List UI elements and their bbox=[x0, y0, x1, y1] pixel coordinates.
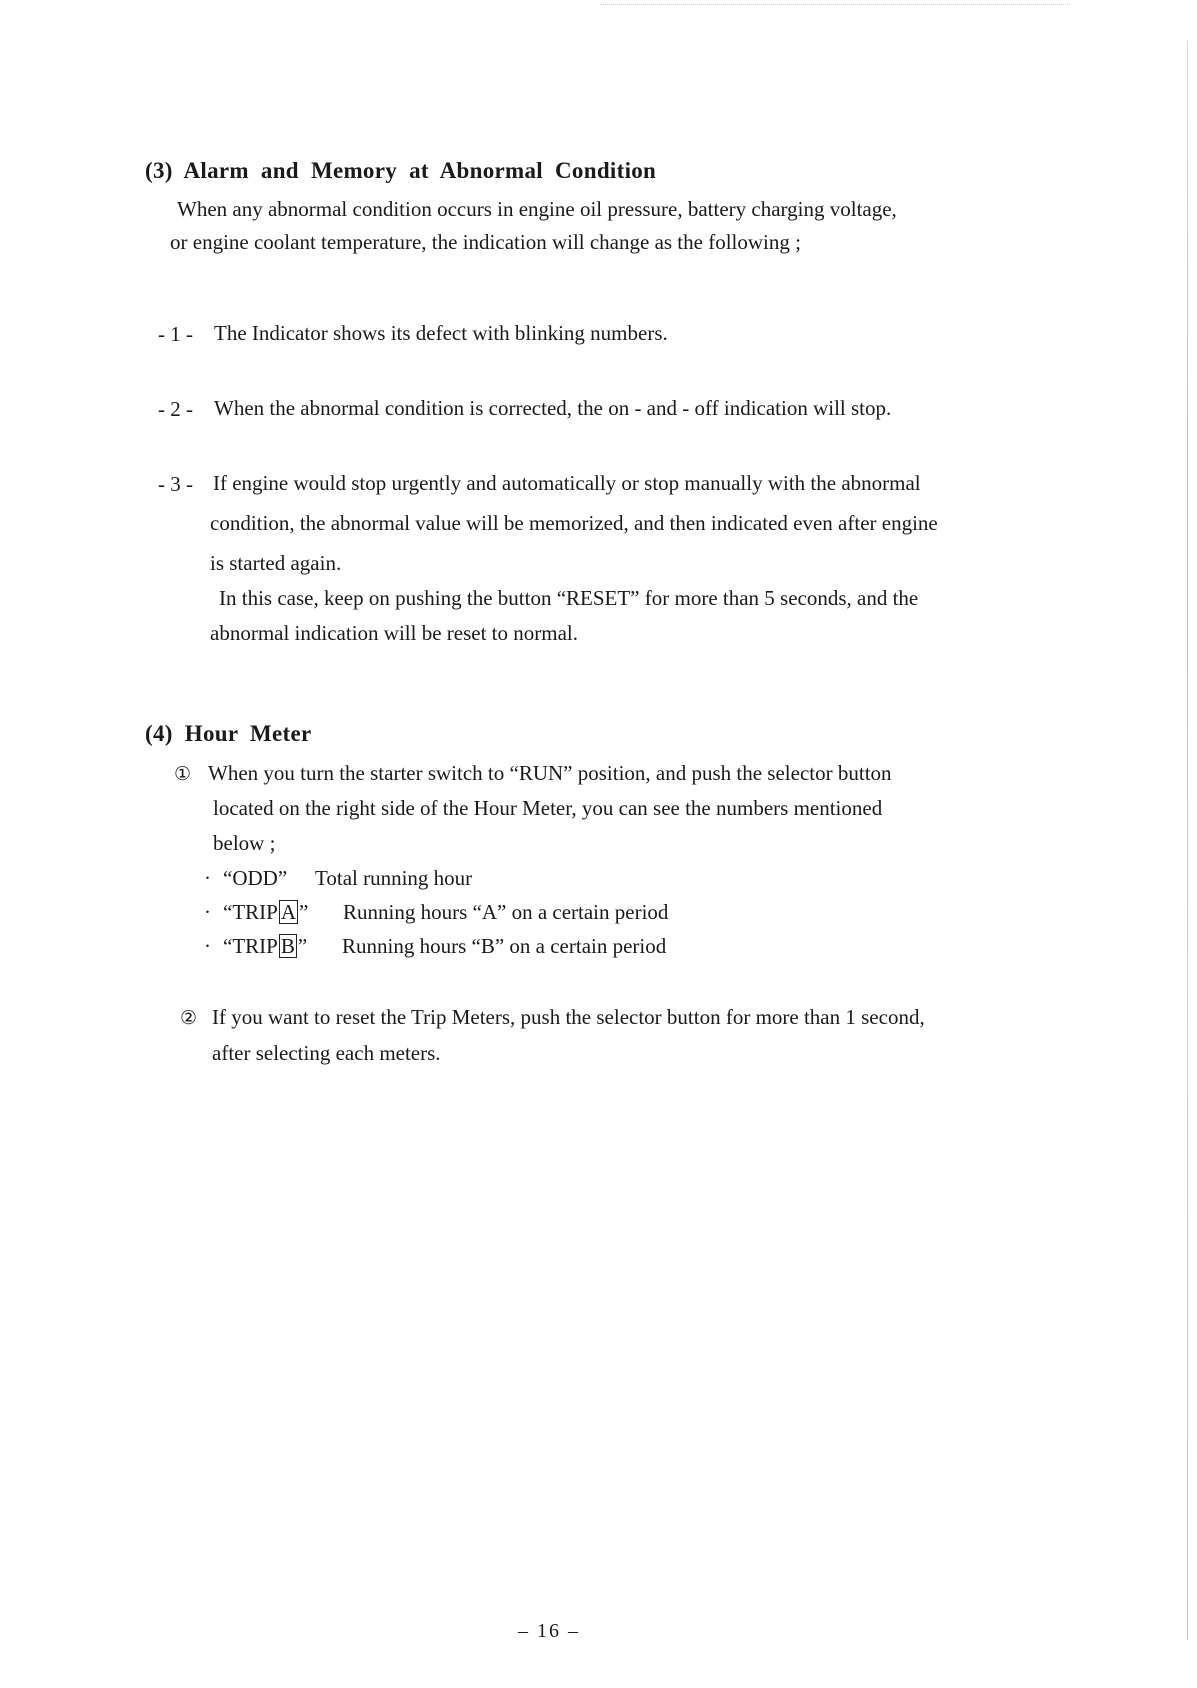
step1-line1: When you turn the starter switch to “RUN” position, and push the selector button bbox=[208, 761, 892, 785]
item2-line1: When the abnormal condition is corrected, the on - and - off indication will stop. bbox=[214, 396, 892, 420]
bullet-odd-desc: Total running hour bbox=[315, 866, 473, 890]
step1-marker: ① bbox=[174, 763, 192, 785]
item3-line1: If engine would stop urgently and automatically or stop manually with the abnormal bbox=[213, 471, 921, 495]
bullet-trip-b-desc: Running hours “B” on a certain period bbox=[342, 934, 667, 958]
section3-heading: (3) Alarm and Memory at Abnormal Condition bbox=[145, 158, 657, 183]
bullet-trip-a-desc: Running hours “A” on a certain period bbox=[343, 900, 669, 924]
item3-line5: abnormal indication will be reset to normal. bbox=[210, 621, 578, 645]
trip-a-box: A bbox=[280, 900, 296, 924]
section3-intro-line1: When any abnormal condition occurs in engine oil pressure, battery charging voltage, bbox=[177, 197, 897, 221]
item1-marker: - 1 - bbox=[158, 322, 193, 346]
step1-line3: below ; bbox=[213, 831, 276, 855]
step1-line2: located on the right side of the Hour Meter, you can see the numbers mentioned bbox=[213, 796, 883, 820]
trip-b-close: ” bbox=[297, 934, 308, 958]
item3-marker: - 3 - bbox=[158, 472, 193, 496]
bullet-trip-b-label bbox=[223, 929, 307, 964]
trip-b-open: “TRIP bbox=[223, 934, 278, 958]
trip-a-close: ” bbox=[299, 900, 309, 924]
bullet-trip-b-marker: · bbox=[204, 934, 211, 958]
step2-line1: If you want to reset the Trip Meters, push the selector button for more than 1 second, bbox=[212, 1005, 925, 1029]
page-number: – 16 – bbox=[518, 1620, 580, 1642]
section4-heading: (4) Hour Meter bbox=[145, 721, 312, 746]
bullet-odd-marker: · bbox=[204, 866, 211, 890]
item3-line3: is started again. bbox=[210, 551, 342, 575]
bullet-trip-a-marker: · bbox=[204, 900, 211, 924]
step2-marker: ② bbox=[180, 1007, 198, 1029]
trip-b-box: B bbox=[280, 934, 295, 958]
item1-line1: The Indicator shows its defect with blinking numbers. bbox=[214, 321, 668, 345]
step2-line2: after selecting each meters. bbox=[212, 1041, 441, 1065]
scan-artifact-top bbox=[600, 4, 1070, 6]
item3-line4: In this case, keep on pushing the button “RESET” for more than 5 seconds, and the bbox=[219, 586, 919, 610]
trip-a-open: “TRIP bbox=[223, 900, 278, 924]
item3-line2: condition, the abnormal value will be memorized, and then indicated even after engine bbox=[210, 511, 938, 535]
bullet-odd-label: “ODD” bbox=[223, 866, 288, 890]
section3-intro-line2: or engine coolant temperature, the indication will change as the following ; bbox=[170, 230, 801, 254]
bullet-trip-a-label bbox=[223, 895, 308, 930]
scan-edge-line bbox=[1187, 40, 1188, 1640]
item2-marker: - 2 - bbox=[158, 397, 193, 421]
